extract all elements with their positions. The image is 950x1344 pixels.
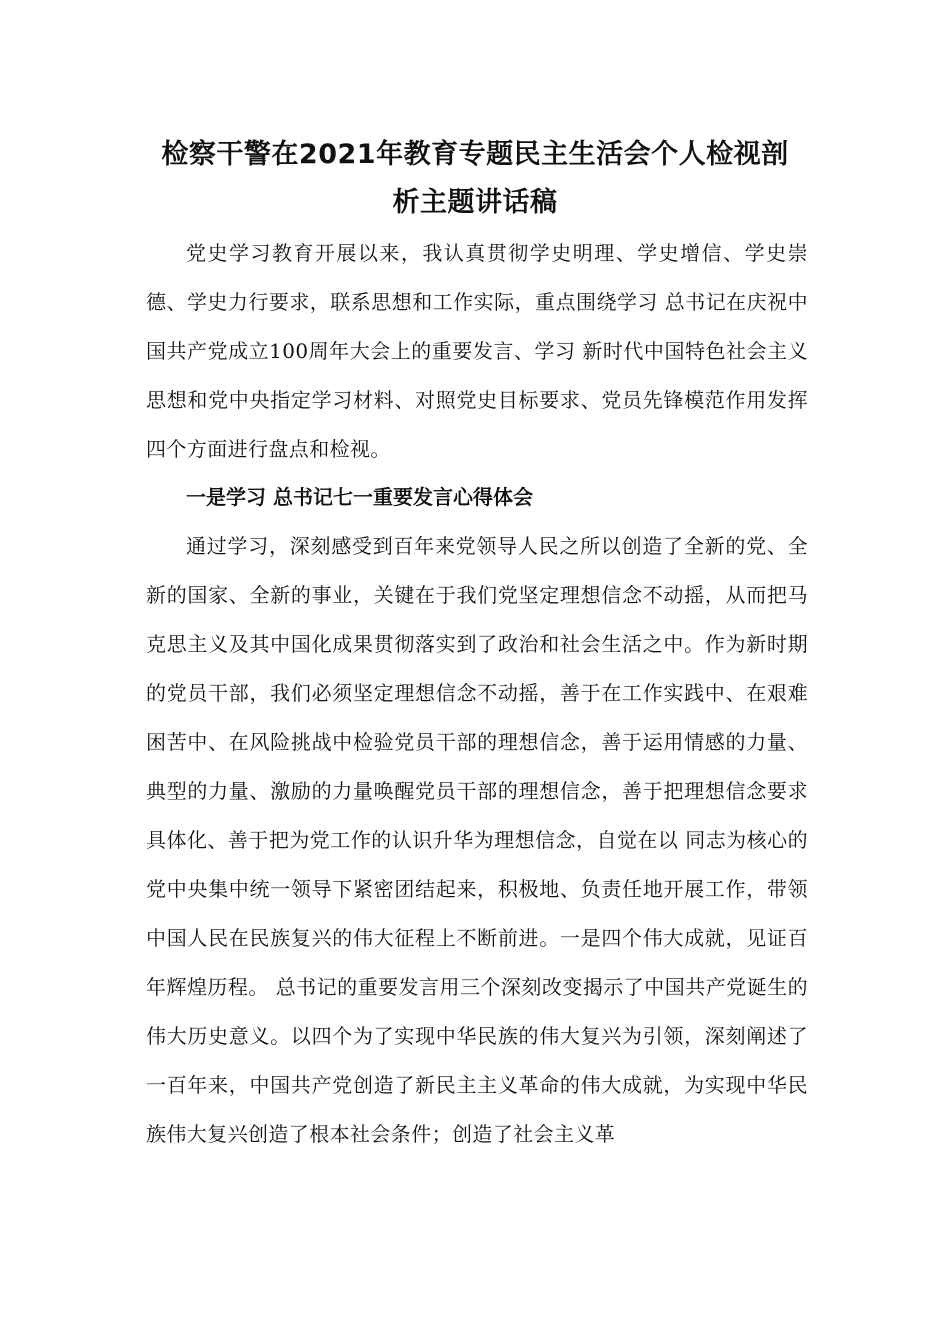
- document-title-line-1: 检察干警在2021年教育专题民主生活会个人检视剖: [161, 139, 789, 170]
- intro-paragraph: 党史学习教育开展以来，我认真贯彻学史明理、学史增信、学史崇德、学史力行要求，联系思想和工作实际，重点围绕学习 总书记在庆祝中国共产党成立100周年大会上的重要发言、学习 新时代中国特色社会主义思想和党中央指定学习材料、对照党史目标要求、党员先锋模范作用发挥四个方面进行盘点和检视。: [146, 241, 808, 461]
- body-paragraph: 通过学习，深刻感受到百年来党领导人民之所以创造了全新的党、全新的国家、全新的事业，关键在于我们党坚定理想信念不动摇，从而把马克思主义及其中国化成果贯彻落实到了政治和社会生活之中。作为新时期的党员干部，我们必须坚定理想信念不动摇，善于在工作实践中、在艰难困苦中、在风险挑战中检验党员干部的理想信念，善于运用情感的力量、典型的力量、激励的力量唤醒党员干部的理想信念，善于把理想信念要求具体化、善于把为党工作的认识升华为理想信念，自觉在以 同志为核心的党中央集中统一领导下紧密团结起来，积极地、负责任地开展工作，带领中国人民在民族复兴的伟大征程上不断前进。一是四个伟大成就，见证百年辉煌历程。 总书记的重要发言用三个深刻改变揭示了中国共产党诞生的伟大历史意义。以四个为了实现中华民族的伟大复兴为引领，深刻阐述了一百年来，中国共产党创造了新民主主义革命的伟大成就，为实现中华民族伟大复兴创造了根本社会条件；创造了社会主义革: [146, 534, 808, 1146]
- section-heading: 一是学习 总书记七一重要发言心得体会: [186, 485, 533, 509]
- document-title-line-2: 析主题讲话稿: [392, 187, 558, 218]
